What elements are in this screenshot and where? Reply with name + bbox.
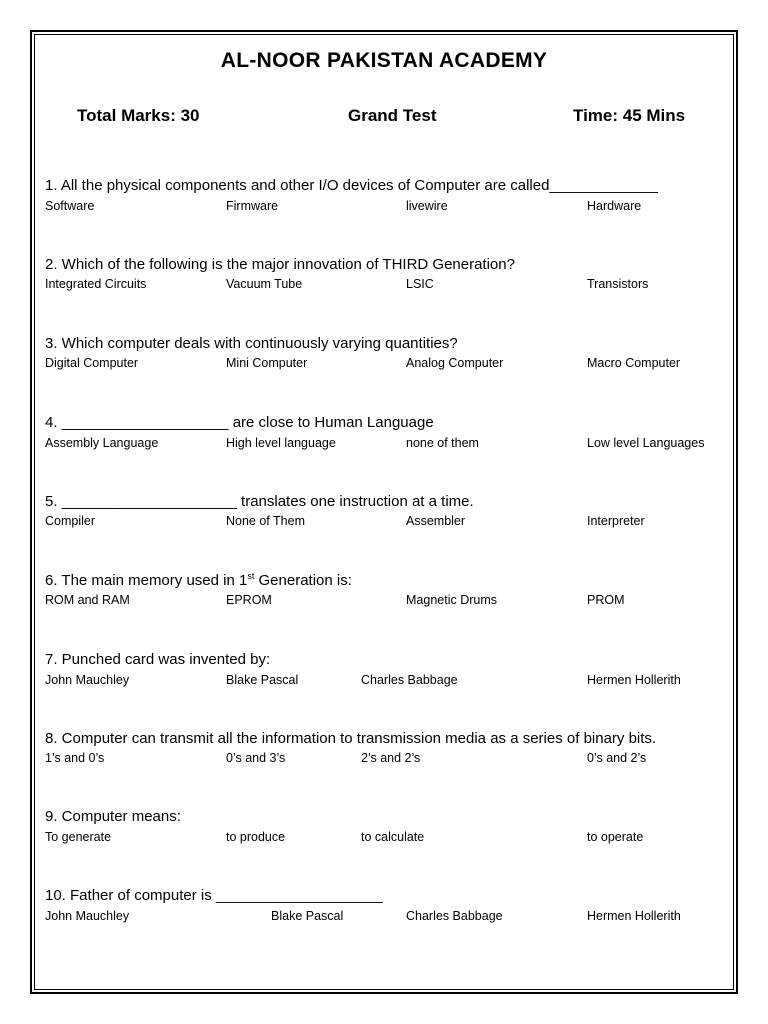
question-9: 9. Computer means: (45, 808, 181, 825)
q6-text-start: 6. The main memory used in 1 (45, 572, 248, 589)
q8-option-a: 1’s and 0’s (45, 751, 105, 765)
q10-option-a: John Mauchley (45, 909, 130, 923)
q9-option-a: To generate (45, 830, 112, 844)
q5-option-d: Interpreter (587, 514, 645, 528)
question-6 (45, 571, 352, 589)
q9-option-d: to operate (587, 830, 644, 844)
q6-option-b: EPROM (226, 593, 272, 607)
school-title: AL-NOOR PAKISTAN ACADEMY (220, 49, 548, 72)
question-7: 7. Punched card was invented by: (45, 651, 271, 668)
q5-option-a: Compiler (45, 514, 96, 528)
q4-option-b: High level language (226, 436, 336, 450)
question-10: 10. Father of computer is ____________________ (45, 887, 383, 904)
q6-option-a: ROM and RAM (45, 593, 130, 607)
q6-option-d: PROM (587, 593, 625, 607)
q4-option-d: Low level Languages (587, 436, 705, 450)
q10-option-c: Charles Babbage (406, 909, 503, 923)
q3-option-b: Mini Computer (226, 356, 308, 370)
q8-option-b: 0’s and 3’s (226, 751, 286, 765)
test-name: Grand Test (348, 106, 437, 125)
q3-option-d: Macro Computer (587, 356, 681, 370)
q2-option-c: LSIC (406, 277, 434, 291)
q1-option-a: Software (45, 199, 95, 213)
q7-option-c: Charles Babbage (361, 673, 458, 687)
q5-option-b: None of Them (226, 514, 305, 528)
question-8: 8. Computer can transmit all the information to transmission media as a series of binary bits. (45, 730, 657, 747)
q1-option-c: livewire (406, 199, 448, 213)
q2-option-a: Integrated Circuits (45, 277, 147, 291)
q7-option-b: Blake Pascal (226, 673, 299, 687)
question-3: 3. Which computer deals with continuously varying quantities? (45, 335, 458, 352)
q8-option-c: 2’s and 2’s (361, 751, 421, 765)
q1-option-b: Firmware (226, 199, 279, 213)
q3-option-c: Analog Computer (406, 356, 504, 370)
q1-option-d: Hardware (587, 199, 642, 213)
question-1: 1. All the physical components and other I/O devices of Computer are called_____________ (45, 177, 658, 194)
q6-superscript: st (247, 571, 255, 581)
q7-option-a: John Mauchley (45, 673, 130, 687)
q6-option-c: Magnetic Drums (406, 593, 497, 607)
question-2: 2. Which of the following is the major innovation of THIRD Generation? (45, 256, 515, 273)
total-marks: Total Marks: 30 (77, 106, 200, 125)
q4-option-a: Assembly Language (45, 436, 159, 450)
q2-option-d: Transistors (587, 277, 649, 291)
test-time: Time: 45 Mins (573, 106, 686, 125)
q7-option-d: Hermen Hollerith (587, 673, 681, 687)
q3-option-a: Digital Computer (45, 356, 139, 370)
q9-option-c: to calculate (361, 830, 425, 844)
q10-option-d: Hermen Hollerith (587, 909, 681, 923)
q4-option-c: none of them (406, 436, 479, 450)
q10-option-b: Blake Pascal (271, 909, 344, 923)
q5-option-c: Assembler (406, 514, 466, 528)
question-4: 4. ____________________ are close to Human Language (45, 414, 434, 431)
q9-option-b: to produce (226, 830, 286, 844)
q2-option-b: Vacuum Tube (226, 277, 303, 291)
q8-option-d: 0’s and 2’s (587, 751, 647, 765)
question-5: 5. _____________________ translates one instruction at a time. (45, 493, 474, 510)
q6-text-end: Generation is: (254, 572, 352, 589)
